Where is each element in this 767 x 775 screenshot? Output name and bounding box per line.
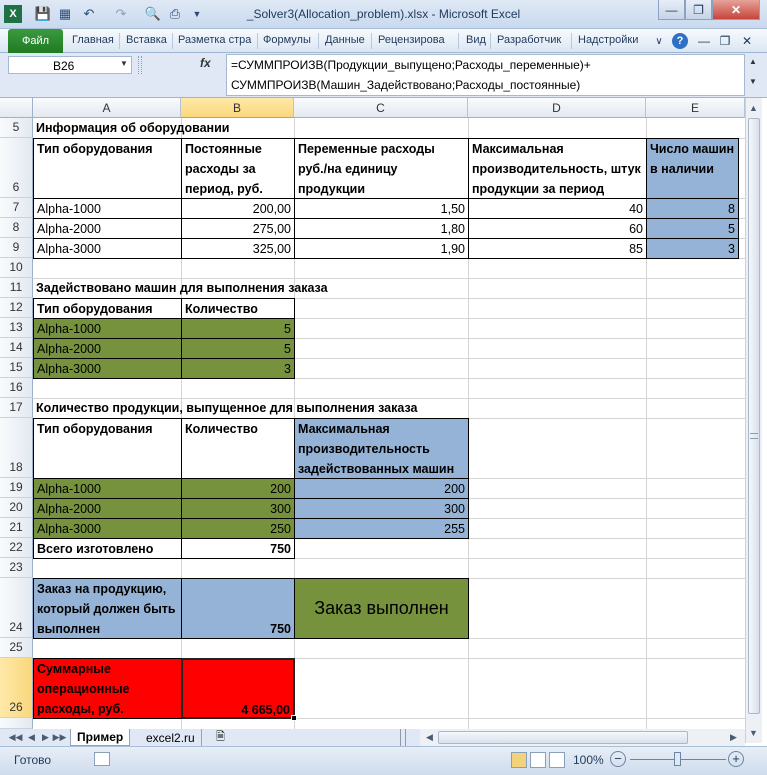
- row-header-21[interactable]: 21: [0, 518, 33, 538]
- column-header-a[interactable]: A: [33, 98, 181, 118]
- tab-separator: [458, 33, 459, 49]
- tab-separator: [119, 33, 120, 49]
- print-icon[interactable]: ⎙: [169, 6, 181, 21]
- row-header-24[interactable]: 24: [0, 578, 33, 638]
- cell-c19[interactable]: 200: [294, 478, 469, 499]
- tab-home[interactable]: Главная: [72, 34, 114, 46]
- worksheet-grid[interactable]: [0, 98, 767, 743]
- row-header-18[interactable]: 18: [0, 418, 33, 478]
- next-sheet-icon[interactable]: ▶: [42, 732, 49, 742]
- tab-page-layout[interactable]: Разметка стра: [178, 34, 252, 46]
- row-header-5[interactable]: 5: [0, 118, 33, 138]
- row-header-15[interactable]: 15: [0, 358, 33, 378]
- page-layout-view-icon[interactable]: [530, 752, 546, 768]
- restore-icon: ❐: [693, 2, 704, 17]
- row-header-27[interactable]: [0, 718, 33, 729]
- table-icon[interactable]: ▦: [58, 6, 72, 21]
- save-icon[interactable]: 💾: [34, 6, 52, 21]
- cell-a14[interactable]: Alpha-2000: [33, 338, 182, 359]
- splitter-handle[interactable]: [138, 56, 142, 74]
- tab-separator: [257, 33, 258, 49]
- horizontal-scrollbar[interactable]: [420, 729, 745, 746]
- cell-a9[interactable]: Alpha-3000: [33, 238, 182, 259]
- cell-c6[interactable]: Переменные расходы руб./на единицу продукции: [294, 138, 469, 199]
- scroll-left-arrow-icon[interactable]: ◀: [426, 732, 433, 742]
- scroll-grip-icon: [750, 433, 758, 439]
- row-header-16[interactable]: 16: [0, 378, 33, 398]
- zoom-out-icon[interactable]: −: [610, 751, 626, 767]
- tab-review[interactable]: Рецензирова: [378, 34, 445, 46]
- ribbon-collapse-icon[interactable]: ∨: [655, 35, 663, 47]
- cell-e6[interactable]: Число машин в наличии: [646, 138, 739, 199]
- row-header-12[interactable]: 12: [0, 298, 33, 318]
- sheet-tab-bar: [0, 729, 420, 746]
- cell-c21[interactable]: 255: [294, 518, 469, 539]
- row-header-9[interactable]: 9: [0, 238, 33, 258]
- vertical-scroll-thumb[interactable]: [748, 118, 760, 714]
- window-title: _Solver3(Allocation_problem).xlsx - Microsoft Excel: [246, 7, 521, 21]
- normal-view-icon[interactable]: [511, 752, 527, 768]
- formula-input[interactable]: [226, 54, 745, 96]
- tab-developer[interactable]: Разработчик: [497, 34, 562, 46]
- fill-handle[interactable]: [291, 715, 297, 721]
- insert-sheet-icon[interactable]: 🗎: [216, 731, 225, 743]
- cell-d7[interactable]: 40: [468, 198, 647, 219]
- tab-split-handle[interactable]: [400, 729, 406, 746]
- first-sheet-icon[interactable]: ◀◀: [8, 732, 23, 742]
- cell-e9[interactable]: 3: [646, 238, 739, 259]
- cell-a24[interactable]: Заказ на продукцию, который должен быть выполнен: [33, 578, 182, 639]
- tab-view[interactable]: Вид: [466, 34, 486, 46]
- insert-function-icon[interactable]: fx: [200, 56, 211, 70]
- row-header-8[interactable]: 8: [0, 218, 33, 238]
- row-header-7[interactable]: 7: [0, 198, 33, 218]
- zoom-level[interactable]: 100%: [573, 753, 604, 767]
- cell-b12[interactable]: Количество: [181, 298, 295, 319]
- cell-b9[interactable]: 325,00: [181, 238, 295, 259]
- formula-line-1: =СУММПРОИЗВ(Продукции_выпущено;Расходы_переменные)+: [231, 58, 591, 72]
- cell-b13[interactable]: 5: [181, 318, 295, 339]
- cell-a11[interactable]: Задействовано машин для выполнения заказа: [36, 281, 328, 295]
- status-ready: Готово: [14, 753, 52, 767]
- cell-b21[interactable]: 250: [181, 518, 295, 539]
- row-header-22[interactable]: 22: [0, 538, 33, 558]
- cell-c18[interactable]: Максимальная производительность задействованных машин: [294, 418, 469, 479]
- row-header-11[interactable]: 11: [0, 278, 33, 298]
- tab-separator: [371, 33, 372, 49]
- cell-d6[interactable]: Максимальная производительность, штук продукции за период: [468, 138, 647, 199]
- cell-a21[interactable]: Alpha-3000: [33, 518, 182, 539]
- cell-a22[interactable]: Всего изготовлено: [33, 538, 182, 559]
- cell-c7[interactable]: 1,50: [294, 198, 469, 219]
- minimize-icon: —: [665, 2, 678, 17]
- formula-bar: [0, 53, 767, 98]
- cell-a12[interactable]: Тип оборудования: [33, 298, 182, 319]
- cell-b15[interactable]: 3: [181, 358, 295, 379]
- scroll-up-arrow-icon[interactable]: ▲: [749, 102, 758, 113]
- close-workbook-icon[interactable]: ✕: [741, 34, 753, 48]
- tab-file[interactable]: Файл: [8, 29, 63, 53]
- sheet-tab-excel2[interactable]: excel2.ru: [140, 729, 202, 746]
- cell-a7[interactable]: Alpha-1000: [33, 198, 182, 219]
- tab-insert[interactable]: Вставка: [126, 34, 167, 46]
- cell-b24[interactable]: 750: [181, 578, 295, 639]
- tab-addins[interactable]: Надстройки: [578, 34, 639, 46]
- cell-a6[interactable]: Тип оборудования: [33, 138, 182, 199]
- cell-b6[interactable]: Постоянные расходы за период, руб.: [181, 138, 295, 199]
- page-break-view-icon[interactable]: [549, 752, 565, 768]
- row-header-23[interactable]: 23: [0, 558, 33, 578]
- cell-b22[interactable]: 750: [181, 538, 295, 559]
- cell-e7[interactable]: 8: [646, 198, 739, 219]
- cell-e8[interactable]: 5: [646, 218, 739, 239]
- row-header-13[interactable]: 13: [0, 318, 33, 338]
- row-header-26[interactable]: 26: [0, 658, 33, 718]
- row-header-10[interactable]: 10: [0, 258, 33, 278]
- column-header-e[interactable]: E: [646, 98, 745, 118]
- customize-toolbar-icon[interactable]: ▼: [192, 9, 202, 19]
- cell-a18[interactable]: Тип оборудования: [33, 418, 182, 479]
- sheet-tab-primer[interactable]: Пример: [70, 729, 130, 746]
- tab-separator: [490, 33, 491, 49]
- excel-icon[interactable]: X: [4, 5, 22, 23]
- redo-icon[interactable]: ↷: [115, 6, 127, 21]
- macro-record-icon[interactable]: [94, 752, 110, 766]
- row-header-6[interactable]: 6: [0, 138, 33, 198]
- minimize-workbook-icon[interactable]: —: [698, 34, 710, 48]
- cell-b7[interactable]: 200,00: [181, 198, 295, 219]
- order-status-cell[interactable]: Заказ выполнен: [294, 578, 469, 639]
- restore-workbook-icon[interactable]: ❐: [719, 34, 731, 48]
- cell-b8[interactable]: 275,00: [181, 218, 295, 239]
- column-header-c[interactable]: C: [294, 98, 468, 118]
- zoom-in-icon[interactable]: +: [728, 751, 744, 767]
- horizontal-scroll-thumb[interactable]: [438, 731, 688, 744]
- scroll-up-icon[interactable]: ▲: [749, 57, 757, 66]
- cell-a13[interactable]: Alpha-1000: [33, 318, 182, 339]
- tab-data[interactable]: Данные: [325, 34, 365, 46]
- cell-c20[interactable]: 300: [294, 498, 469, 519]
- minimize-button[interactable]: [658, 0, 685, 20]
- status-bar: [0, 746, 767, 775]
- scroll-right-arrow-icon[interactable]: ▶: [730, 732, 737, 742]
- cell-b14[interactable]: 5: [181, 338, 295, 359]
- cell-a19[interactable]: Alpha-1000: [33, 478, 182, 499]
- cell-d9[interactable]: 85: [468, 238, 647, 259]
- cell-b19[interactable]: 200: [181, 478, 295, 499]
- cell-b20[interactable]: 300: [181, 498, 295, 519]
- tab-formulas[interactable]: Формулы: [263, 34, 311, 46]
- close-icon: ✕: [730, 2, 742, 17]
- close-button[interactable]: [712, 0, 760, 20]
- scroll-down-icon[interactable]: ▼: [749, 77, 757, 86]
- cell-a20[interactable]: Alpha-2000: [33, 498, 182, 519]
- cell-b18[interactable]: Количество: [181, 418, 295, 479]
- cell-a15[interactable]: Alpha-3000: [33, 358, 182, 379]
- tab-separator: [571, 33, 572, 49]
- column-header-b[interactable]: B: [181, 98, 294, 118]
- name-box-dropdown-icon[interactable]: ▼: [120, 59, 128, 68]
- select-all-corner[interactable]: [0, 98, 33, 118]
- tab-separator: [318, 33, 319, 49]
- cell-a8[interactable]: Alpha-2000: [33, 218, 182, 239]
- cell-a17[interactable]: Количество продукции, выпущенное для выполнения заказа: [36, 401, 418, 415]
- tab-separator: [172, 33, 173, 49]
- row-header-20[interactable]: 20: [0, 498, 33, 518]
- undo-icon[interactable]: ↶: [83, 6, 95, 21]
- row-header-19[interactable]: 19: [0, 478, 33, 498]
- zoom-slider-thumb[interactable]: [674, 752, 681, 766]
- help-icon[interactable]: ?: [672, 33, 688, 49]
- row-header-17[interactable]: 17: [0, 398, 33, 418]
- cell-b26-selected[interactable]: 4 665,00: [181, 658, 295, 719]
- last-sheet-icon[interactable]: ▶▶: [52, 732, 67, 742]
- scroll-down-arrow-icon[interactable]: ▼: [749, 727, 758, 738]
- row-header-14[interactable]: 14: [0, 338, 33, 358]
- ribbon: [0, 29, 767, 53]
- cell-a26[interactable]: Суммарные операционные расходы, руб.: [33, 658, 182, 719]
- cell-c9[interactable]: 1,90: [294, 238, 469, 259]
- cell-d8[interactable]: 60: [468, 218, 647, 239]
- vertical-scrollbar[interactable]: [745, 98, 762, 743]
- formula-line-2: СУММПРОИЗВ(Машин_Задействовано;Расходы_постоянные): [231, 78, 581, 92]
- name-box[interactable]: B26: [8, 56, 132, 74]
- cell-c8[interactable]: 1,80: [294, 218, 469, 239]
- column-header-d[interactable]: D: [468, 98, 646, 118]
- row-header-25[interactable]: 25: [0, 638, 33, 658]
- print-preview-icon[interactable]: 🔍: [144, 6, 162, 21]
- prev-sheet-icon[interactable]: ◀: [28, 732, 35, 742]
- title-bar: [0, 0, 767, 29]
- cell-a5[interactable]: Информация об оборудовании: [36, 121, 230, 135]
- restore-button[interactable]: [685, 0, 712, 20]
